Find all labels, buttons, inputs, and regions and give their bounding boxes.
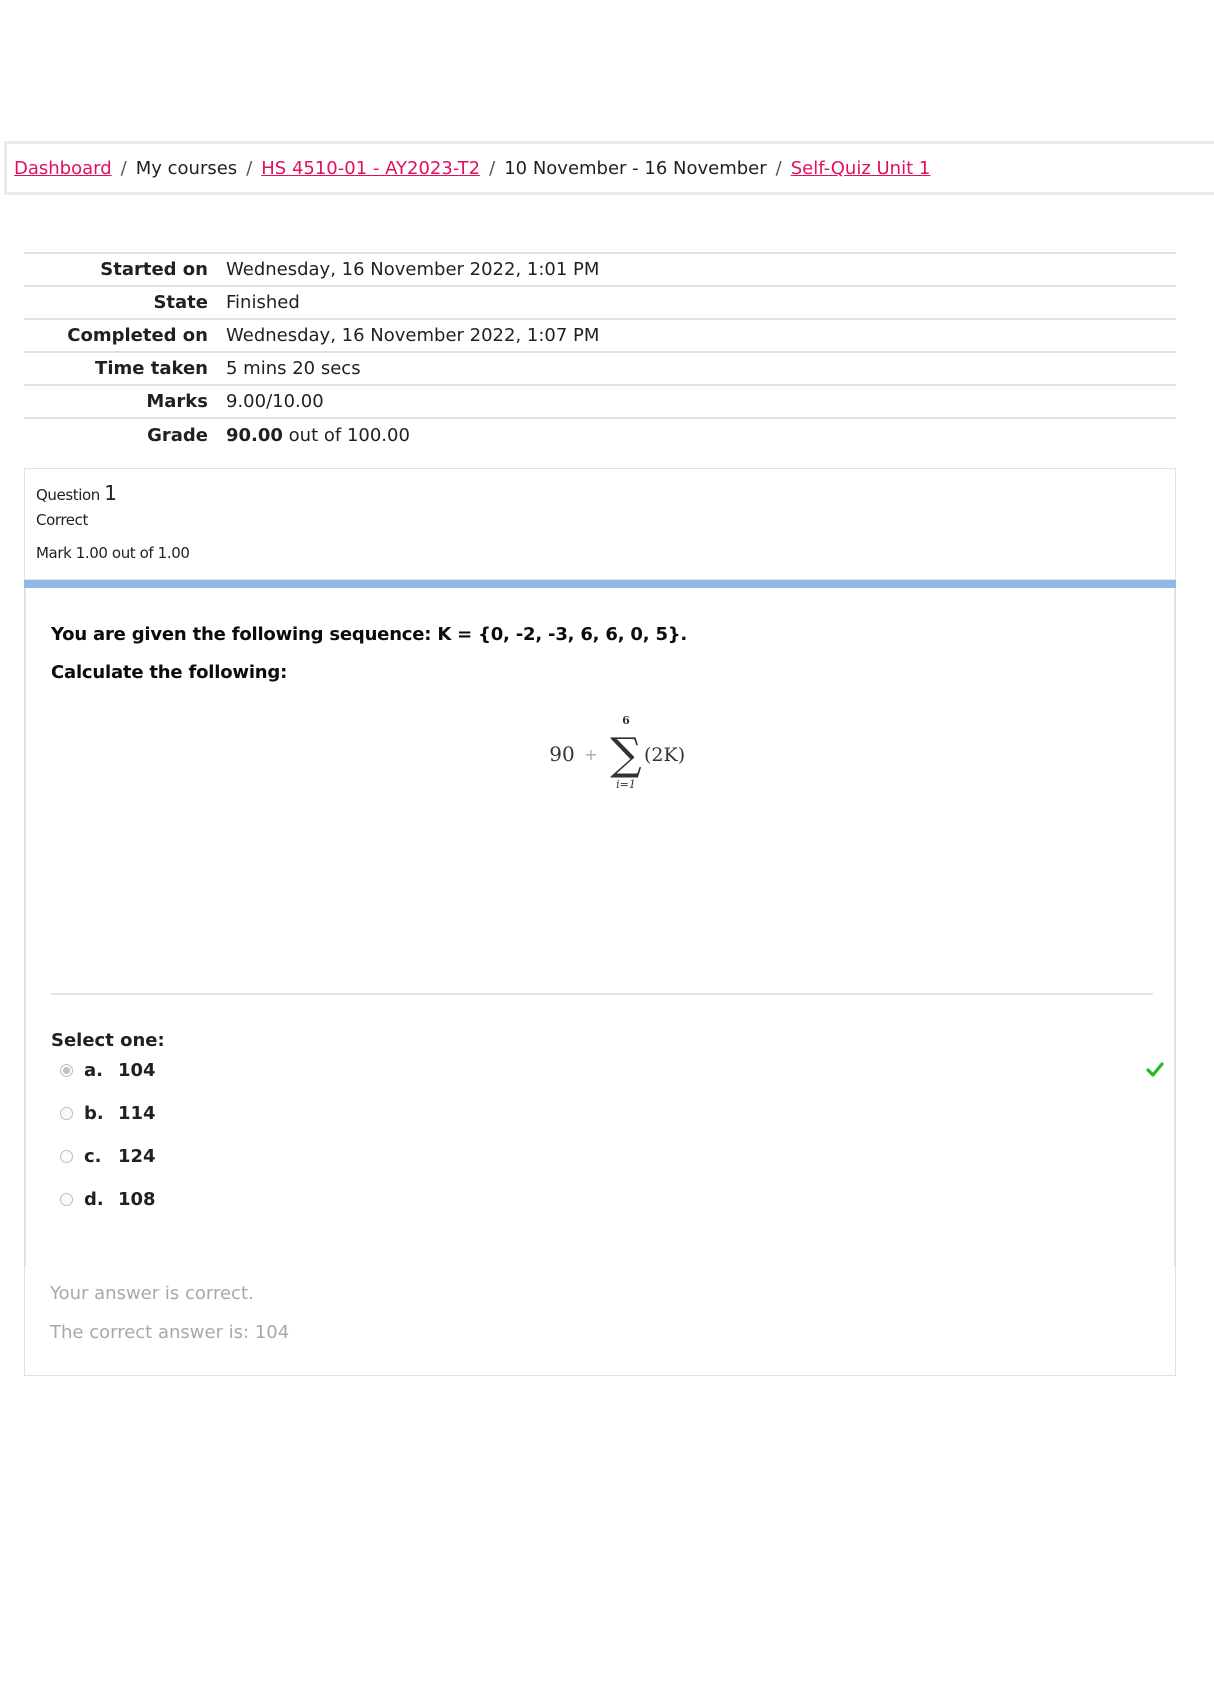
select-one-label: Select one: [51,1030,165,1051]
question-info [24,468,1176,580]
question-text-line2: Calculate the following: [51,662,288,683]
option-value: 104 [118,1060,156,1081]
summary-label: Marks [146,391,208,412]
breadcrumb-separator: / [246,157,253,179]
feedback-result: Your answer is correct. [50,1283,254,1304]
option-letter: c. [84,1146,102,1167]
breadcrumb-my-courses: My courses [135,157,238,179]
summary-row-state [24,286,1176,319]
summary-value: 9.00/10.00 [226,391,324,412]
formula-lower-limit: i=1 [616,778,636,791]
question-number [36,481,1175,505]
summary-label: State [153,292,208,313]
question-number-value: 1 [104,481,117,505]
breadcrumb-course-link[interactable]: HS 4510-01 - AY2023-T2 [261,157,481,179]
sigma-symbol: ∑ [610,729,642,780]
breadcrumb-separator: / [775,157,782,179]
question-text-line1: You are given the following sequence: K = {0, -2, -3, 6, 6, 0, 5}. [51,624,688,645]
breadcrumb-quiz-link[interactable]: Self-Quiz Unit 1 [790,157,931,179]
radio-button[interactable] [60,1150,73,1163]
question-grade: Mark 1.00 out of 1.00 [36,544,190,562]
answer-option-c[interactable] [60,1146,156,1167]
attempt-summary-table [24,252,1176,451]
grade-score: 90.00 [226,424,283,446]
summary-row-completed [24,319,1176,352]
question-accent-bar [24,580,1176,588]
question-content [24,588,1176,1266]
option-letter: b. [84,1103,104,1124]
summary-value: Wednesday, 16 November 2022, 1:07 PM [226,325,600,346]
answer-option-b[interactable] [60,1103,156,1124]
summary-label: Time taken [95,358,208,379]
option-letter: d. [84,1189,104,1210]
radio-button-checked[interactable] [60,1064,73,1077]
option-value: 108 [118,1189,156,1210]
summary-row-started [24,253,1176,286]
summary-value [218,418,1176,451]
summary-value: 5 mins 20 secs [226,358,361,379]
answer-divider [51,993,1153,995]
summary-row-time-taken [24,352,1176,385]
option-value: 124 [118,1146,156,1167]
summary-label: Grade [147,424,208,446]
radio-button[interactable] [60,1193,73,1206]
summary-value: Finished [226,292,300,313]
summary-row-marks [24,385,1176,418]
formula-upper-limit: 6 [622,714,630,727]
breadcrumb [4,141,1214,195]
summation-formula [536,708,686,793]
breadcrumb-separator: / [489,157,496,179]
answer-feedback [24,1266,1176,1376]
summary-value: Wednesday, 16 November 2022, 1:01 PM [226,259,600,280]
question-state: Correct [36,511,88,529]
question-number-label: Question [36,486,100,504]
breadcrumb-separator: / [120,157,127,179]
radio-button[interactable] [60,1107,73,1120]
correct-check-icon [1146,1060,1164,1078]
breadcrumb-dashboard-link[interactable]: Dashboard [14,157,112,179]
breadcrumb-week: 10 November - 16 November [504,157,767,179]
answer-option-a[interactable] [60,1060,156,1081]
summary-row-grade [24,418,1176,451]
summary-label: Started on [100,259,208,280]
formula-prefix: 90 [549,742,575,766]
answer-option-d[interactable] [60,1189,156,1210]
formula-operator: + [584,745,598,764]
grade-out-of: out of 100.00 [288,424,410,446]
option-value: 114 [118,1103,156,1124]
option-letter: a. [84,1060,103,1081]
summary-label: Completed on [67,325,208,346]
feedback-correct-answer: The correct answer is: 104 [50,1322,290,1343]
formula-term: (2K) [644,744,686,766]
